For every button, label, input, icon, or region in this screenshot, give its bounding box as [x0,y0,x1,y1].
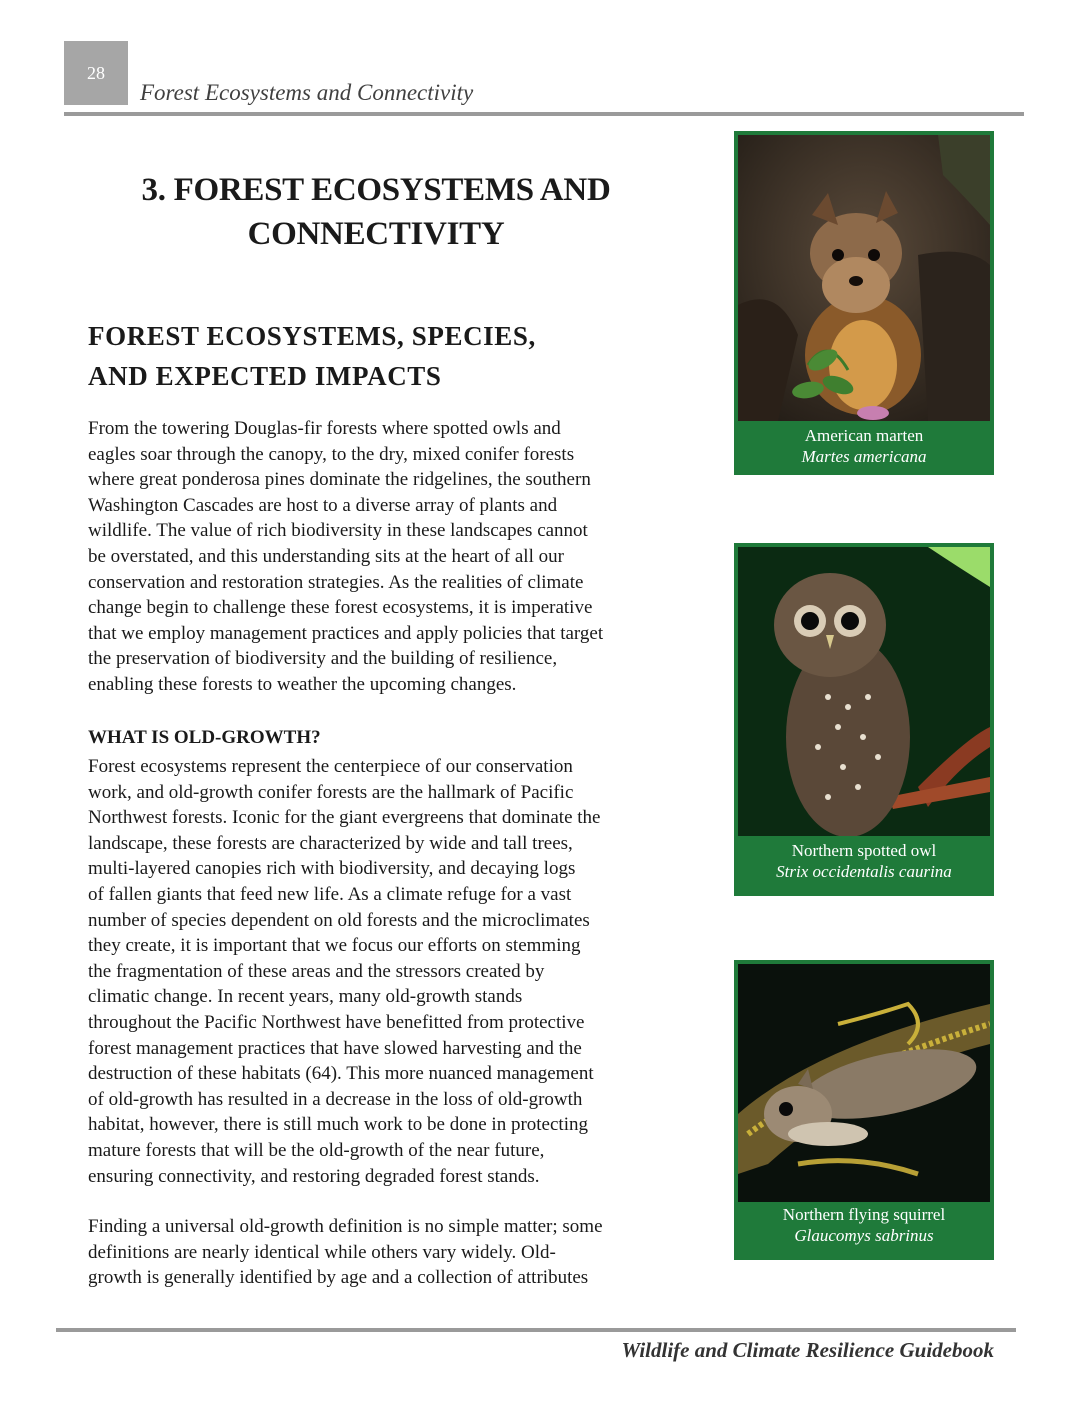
text-line: change begin to challenge these forest ecosystems, it is imperative [88,597,593,619]
photo-caption [734,840,994,882]
subheading-old-growth: WHAT IS OLD-GROWTH? [88,727,321,748]
photo-card-squirrel [734,960,994,1260]
text-line: throughout the Pacific Northwest have benefitted from protective [88,1011,585,1033]
text-line: mature forests that will be the old-growth of the near future, [88,1139,545,1161]
chapter-title [90,168,662,256]
common-name: Northern flying squirrel [782,1205,946,1224]
photo-caption [734,1204,994,1246]
text-line: From the towering Douglas-fir forests where spotted owls and [88,418,561,439]
text-line: ensuring connectivity, and restoring degraded forest stands. [88,1165,540,1187]
paragraph-definition [88,1214,668,1291]
footer-rule [56,1328,1016,1332]
text-line: forest management practices that have slowed harvesting and the [88,1037,582,1059]
text-line: eagles soar through the canopy, to the dry, mixed conifer forests [88,443,575,465]
paragraph-intro [88,416,668,698]
text-line: where great ponderosa pines dominate the ridgelines, the southern [88,469,591,491]
text-line: they create, it is important that we focus our efforts on stemming [88,935,581,957]
section-title [88,316,688,396]
common-name: Northern spotted owl [791,841,937,860]
text-line: work, and old-growth conifer forests are the hallmark of Pacific [88,781,574,803]
common-name: American marten [804,426,924,445]
text-line: be overstated, and this understanding sits at the heart of all our [88,545,564,567]
squirrel-photo [738,964,990,1202]
page-number: 28 [87,63,105,83]
text-line: Finding a universal old-growth definition is no simple matter; some [88,1216,603,1237]
text-line: Northwest forests. Iconic for the giant evergreens that dominate the [88,807,601,829]
photo-caption [734,425,994,467]
marten-photo [738,135,990,421]
chapter-title-line: CONNECTIVITY [247,216,505,252]
footer-title: Wildlife and Climate Resilience Guidebook [621,1338,994,1362]
text-line: of fallen giants that feed new life. As a climate refuge for a vast [88,883,572,905]
header-rule [64,112,1024,116]
photo-card-marten [734,131,994,475]
text-line: the fragmentation of these areas and the stressors created by [88,960,545,982]
paragraph-old-growth [88,754,668,1189]
text-line: multi-layered canopies rich with biodiversity, and decaying logs [88,858,576,880]
text-line: destruction of these habitats (64). This more nuanced management [88,1063,594,1085]
text-line: enabling these forests to weather the upcoming changes. [88,673,517,695]
text-line: definitions are nearly identical while others vary widely. Old- [88,1241,556,1263]
text-line: the preservation of biodiversity and the building of resilience, [88,648,558,670]
scientific-name: Martes americana [801,447,927,466]
text-line: of old-growth has resulted in a decrease in the loss of old-growth [88,1088,583,1110]
text-line: Washington Cascades are host to a diverse array of plants and [88,494,558,516]
photo-card-owl [734,543,994,896]
owl-photo [738,547,990,836]
text-line: habitat, however, there is still much work to be done in protecting [88,1114,588,1136]
text-line: number of species dependent on old forests and the microclimates [88,909,590,931]
text-line: climatic change. In recent years, many old-growth stands [88,986,523,1008]
scientific-name: Glaucomys sabrinus [794,1226,934,1245]
text-line: Forest ecosystems represent the centerpiece of our conservation [88,756,573,777]
running-title: Forest Ecosystems and Connectivity [140,80,474,105]
section-title-line: FOREST ECOSYSTEMS, SPECIES, [88,321,536,351]
text-line: growth is generally identified by age and a collection of attributes [88,1267,589,1289]
text-line: conservation and restoration strategies. As the realities of climate [88,571,584,593]
scientific-name: Strix occidentalis caurina [776,862,952,881]
section-title-line: AND EXPECTED IMPACTS [88,361,442,391]
text-line: wildlife. The value of rich biodiversity in these landscapes cannot [88,520,588,542]
chapter-title-line: 3. FOREST ECOSYSTEMS AND [141,172,611,208]
text-line: landscape, these forests are characterized by wide and tall trees, [88,832,573,854]
page-number-box [64,41,128,105]
text-line: that we employ management practices and apply policies that target [88,622,604,644]
